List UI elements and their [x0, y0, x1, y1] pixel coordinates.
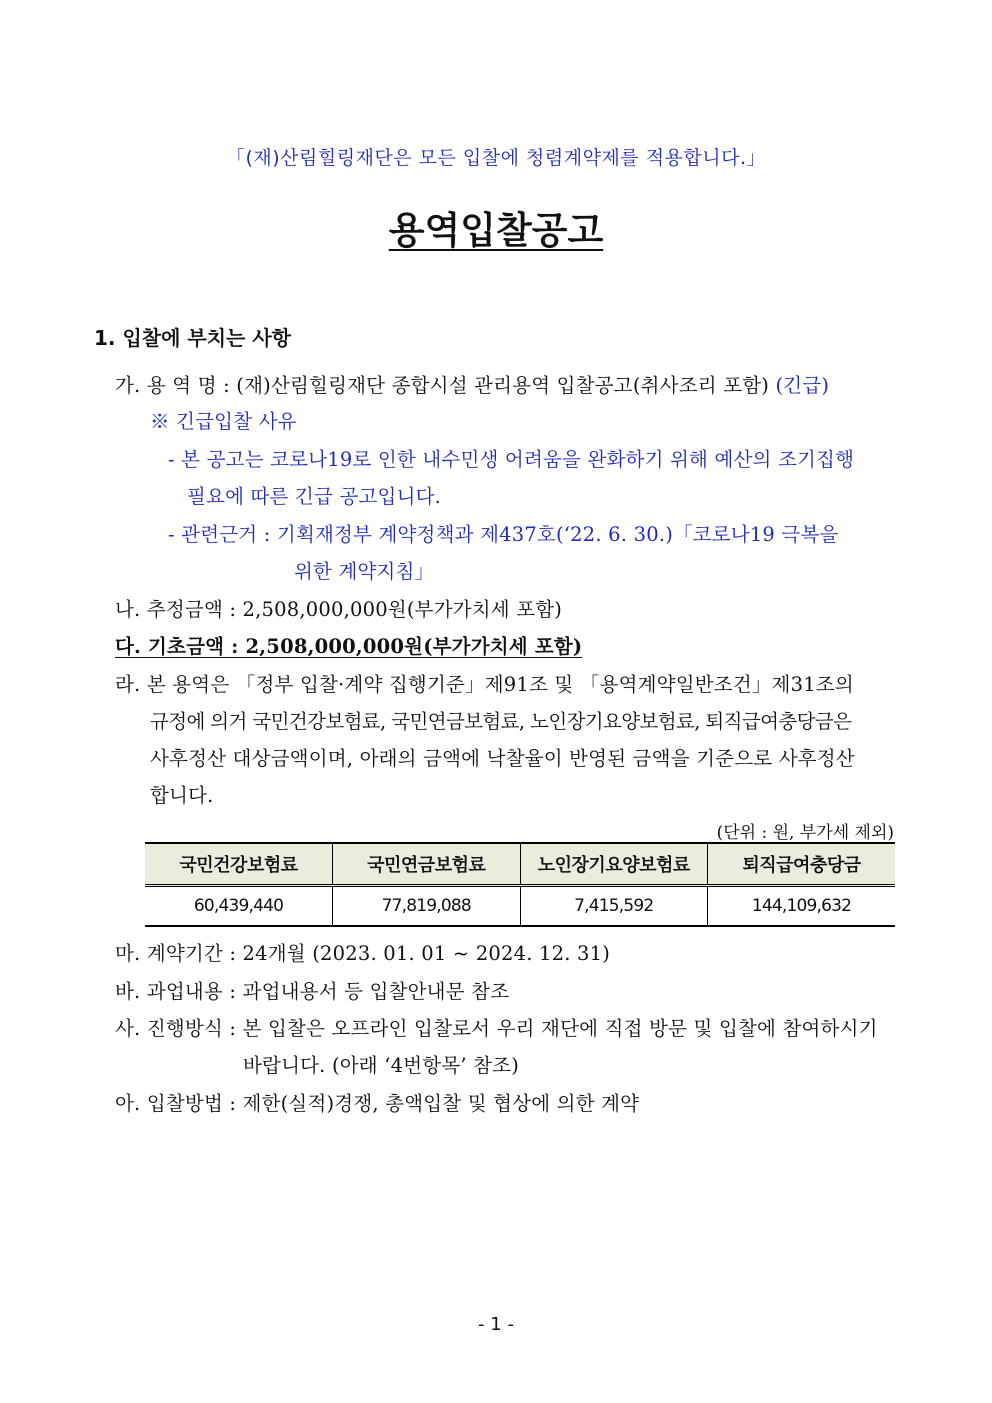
integrity-notice: 「(재)산림힐링재단은 모든 입찰에 청렴계약제를 적용합니다.」 [225, 147, 767, 169]
table-unit-note: (단위 : 원, 부가세 제외) [716, 823, 894, 843]
item-da-base-amount: 다. 기초금액 : 2,508,000,000원(부가가치세 포함) [115, 635, 583, 658]
insurance-table [145, 842, 895, 927]
item-ga-service-name [115, 370, 829, 398]
item-ba-scope: 바. 과업내용 : 과업내용서 등 입찰안내문 참조 [115, 980, 510, 1003]
urgent-reason-1a: - 본 공고는 코로나19로 인한 내수민생 어려움을 완화하기 위해 예산의 조기집행 [168, 448, 855, 471]
item-ra-line2: 규정에 의거 국민건강보험료, 국민연금보험료, 노인장기요양보험료, 퇴직급여충당금은 [150, 710, 852, 733]
value-longterm-care-insurance: 7,415,592 [520, 886, 708, 927]
header-pension-insurance: 국민연금보험료 [333, 843, 521, 886]
value-severance-reserve: 144,109,632 [708, 886, 896, 927]
urgent-reason-2b: 위한 계약지침」 [294, 560, 435, 583]
item-ra-line1: 라. 본 용역은 「정부 입찰·계약 집행기준」제91조 및 「용역계약일반조건」제31조의 [115, 673, 854, 696]
urgent-tag: (긴급) [775, 374, 830, 397]
urgent-reason-heading: ※ 긴급입찰 사유 [150, 410, 297, 433]
page-number: - 1 - [478, 1314, 514, 1335]
table-header-row [145, 843, 895, 886]
urgent-reason-2a: - 관련근거 : 기획재정부 계약정책과 제437호(‘22. 6. 30.)「코로나19 극복을 [168, 523, 839, 546]
table-row [145, 886, 895, 927]
section-heading: 1. 입찰에 부치는 사항 [94, 326, 291, 350]
item-ra-line4: 합니다. [150, 784, 214, 807]
urgent-reason-1b: 필요에 따른 긴급 공고입니다. [187, 485, 442, 508]
header-severance-reserve: 퇴직급여충당금 [708, 843, 896, 886]
header-longterm-care-insurance: 노인장기요양보험료 [520, 843, 708, 886]
service-name-text: 가. 용 역 명 : (재)산림힐링재단 종합시설 관리용역 입찰공고(취사조리 포함) [115, 374, 770, 397]
header-health-insurance: 국민건강보험료 [145, 843, 333, 886]
item-sa-line1: 사. 진행방식 : 본 입찰은 오프라인 입찰로서 우리 재단에 직접 방문 및 입찰에 참여하시기 [115, 1017, 878, 1040]
item-sa-line2: 바랍니다. (아래 ‘4번항목’ 참조) [243, 1054, 520, 1077]
item-a-bid-method: 아. 입찰방법 : 제한(실적)경쟁, 총액입찰 및 협상에 의한 계약 [115, 1092, 640, 1115]
item-ma-contract-period: 마. 계약기간 : 24개월 (2023. 01. 01 ~ 2024. 12. 31) [115, 942, 611, 965]
value-pension-insurance: 77,819,088 [333, 886, 521, 927]
page-title: 용역입찰공고 [388, 209, 604, 252]
value-health-insurance: 60,439,440 [145, 886, 333, 927]
item-na-estimated-amount: 나. 추정금액 : 2,508,000,000원(부가가치세 포함) [115, 598, 563, 621]
item-ra-line3: 사후정산 대상금액이며, 아래의 금액에 낙찰율이 반영된 금액을 기준으로 사후정산 [150, 747, 855, 770]
